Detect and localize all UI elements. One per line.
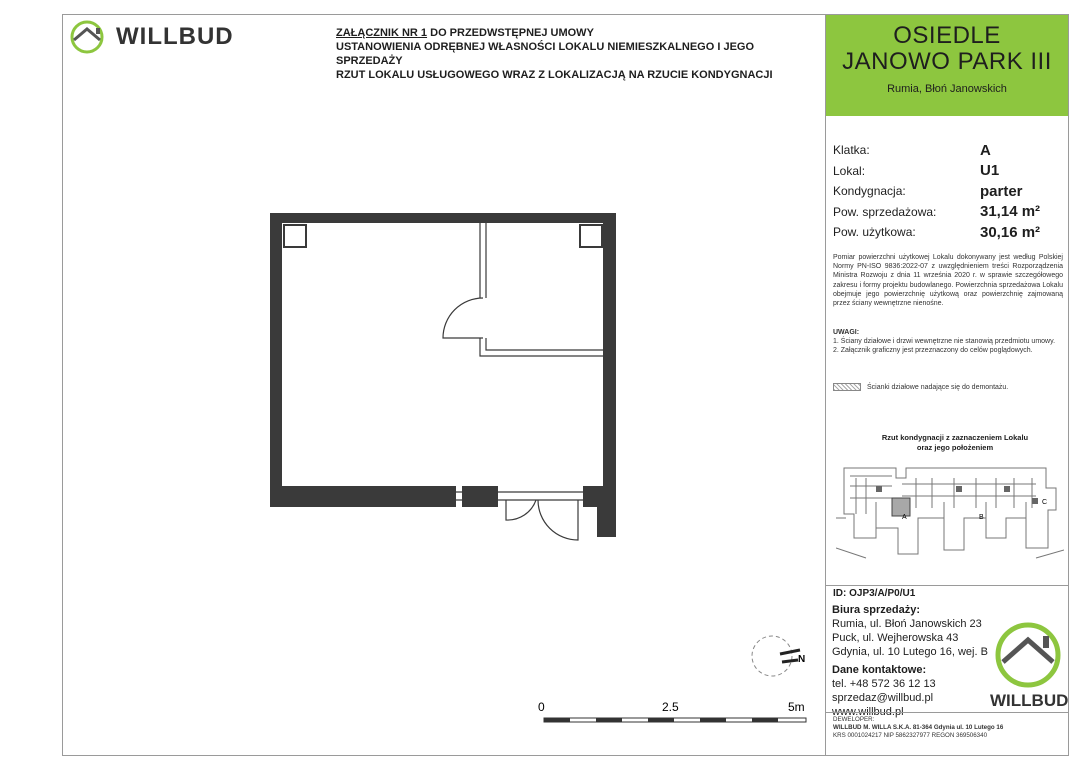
shaft-left: [284, 225, 306, 247]
minimap-caption: [860, 433, 1050, 453]
entry-door-swing: [506, 500, 536, 520]
legend-text: Ścianki działowe nadające się do demontażu.: [867, 383, 1009, 391]
minimap-label-a: A: [902, 514, 907, 521]
office-line: Rumia, ul. Błoń Janowskich 23: [832, 618, 982, 630]
unit-id: ID: OJP3/A/P0/U1: [833, 588, 916, 599]
highlighted-unit: [892, 498, 910, 516]
minimap-caption-1: Rzut kondygnacji z zaznaczeniem Lokalu: [881, 433, 1029, 442]
project-title-1: OSIEDLE: [893, 22, 1001, 49]
entry-door-swing: [538, 500, 578, 540]
minimap-caption-2: oraz jego położeniem: [916, 443, 994, 452]
header-line1: DO PRZEDWSTĘPNEJ UMOWY: [427, 27, 594, 39]
project-location: Rumia, Błoń Janowskich: [887, 83, 1007, 95]
door-swing: [443, 298, 483, 338]
website-link[interactable]: www.willbud.pl: [832, 706, 904, 718]
floor-key-plan: [836, 458, 1064, 586]
minimap-label-c: C: [1042, 499, 1048, 506]
office-line: Puck, ul. Wejherowska 43: [832, 632, 959, 644]
scale-label: 0: [538, 700, 545, 714]
scale-label: 5m: [788, 700, 805, 714]
scale-bar: [530, 698, 820, 728]
info-row: [833, 140, 1063, 161]
developer-title: DEWELOPER:: [833, 716, 875, 723]
phone: tel. +48 572 36 12 13: [832, 678, 936, 690]
info-value: A: [980, 141, 991, 159]
partition-wall: [480, 223, 486, 298]
divider: [826, 585, 1068, 586]
panel-divider: [825, 14, 826, 756]
remarks: [833, 328, 1065, 355]
wall-bottom-left: [270, 486, 456, 507]
offices-title: Biura sprzedaży:: [832, 604, 921, 616]
remarks-title: UWAGI:: [833, 329, 860, 336]
north-compass: [750, 632, 810, 692]
info-value: 31,14 m²: [980, 203, 1041, 221]
header-line2: USTANOWIENIA ODRĘBNEJ WŁASNOŚCI LOKALU NIEMIESZKALNEGO I JEGO SPRZEDAŻY: [336, 41, 755, 67]
info-value: parter: [980, 182, 1023, 200]
developer-line1: WILLBUD M. WILLA S.K.A. 81-364 Gdynia ul. 10 Lutego 16: [833, 724, 1004, 731]
remark-item: 2. Załącznik graficzny jest przeznaczony do celów poglądowych.: [833, 347, 1033, 354]
wall-top: [270, 213, 616, 223]
brand-name-large: WILLBUD: [990, 691, 1069, 710]
info-row: [833, 202, 1063, 223]
email-link[interactable]: sprzedaz@willbud.pl: [832, 692, 934, 704]
partition-wall: [480, 338, 603, 356]
info-row: [833, 161, 1063, 182]
info-label: Pow. sprzedażowa:: [833, 204, 937, 219]
house-logo-icon: [993, 620, 1063, 690]
header-line3: RZUT LOKALU USŁUGOWEGO WRAZ Z LOKALIZACJĄ NA RZUCIE KONDYGNACJI: [336, 69, 773, 81]
unit-info: [833, 140, 1063, 243]
minimap-label-b: B: [979, 514, 984, 521]
info-row: [833, 181, 1063, 202]
project-banner: [826, 15, 1068, 116]
compass-north-label: N: [798, 654, 806, 665]
shaft-right: [580, 225, 602, 247]
legend: [833, 383, 1008, 391]
contact-title: Dane kontaktowe:: [832, 664, 927, 676]
scale-label: 2.5: [662, 700, 679, 714]
brand-name: WILLBUD: [116, 23, 234, 50]
divider: [826, 712, 1068, 713]
wall-bottom-pillar: [462, 486, 498, 507]
office-line: Gdynia, ul. 10 Lutego 16, wej. B: [832, 646, 988, 658]
info-value: U1: [980, 162, 1000, 180]
info-label: Klatka:: [833, 143, 870, 158]
developer-info: [833, 716, 1003, 740]
info-value: 30,16 m²: [980, 223, 1041, 241]
measurement-note: Pomiar powierzchni użytkowej Lokalu dokonywany jest według Polskiej Normy PN-ISO 9836:2022-07 z uwzględnieniem treści Rozporządzenia Ministra Rozwoju z dnia 11 września 2020 r. w sprawie szczegółowego zakresu i formy projektu budowlanego. Powierzchnia sprzedażowa Lokalu obejmuje jego powierzchnię użytkową oraz powierzchnię zajmowaną przez ściany wewnętrzne nienośne.: [833, 254, 1063, 308]
info-label: Lokal:: [833, 163, 866, 178]
info-label: Pow. użytkowa:: [833, 225, 916, 240]
wall-left: [270, 213, 282, 507]
hatch-swatch-icon: [833, 383, 861, 391]
wall-corner: [597, 486, 616, 537]
header-annex: ZAŁĄCZNIK NR 1: [336, 27, 428, 39]
willbud-logo-large: [990, 620, 1069, 711]
contacts: [832, 603, 988, 719]
remark-item: 1. Ściany działowe i drzwi wewnętrzne nie stanowią przedmiotu umowy.: [833, 338, 1056, 345]
info-row: [833, 222, 1063, 243]
info-label: Kondygnacja:: [833, 184, 906, 199]
project-title-2: JANOWO PARK III: [842, 48, 1052, 75]
developer-line2: KRS 0001024217 NIP 5862327977 REGON 369506340: [833, 732, 988, 739]
